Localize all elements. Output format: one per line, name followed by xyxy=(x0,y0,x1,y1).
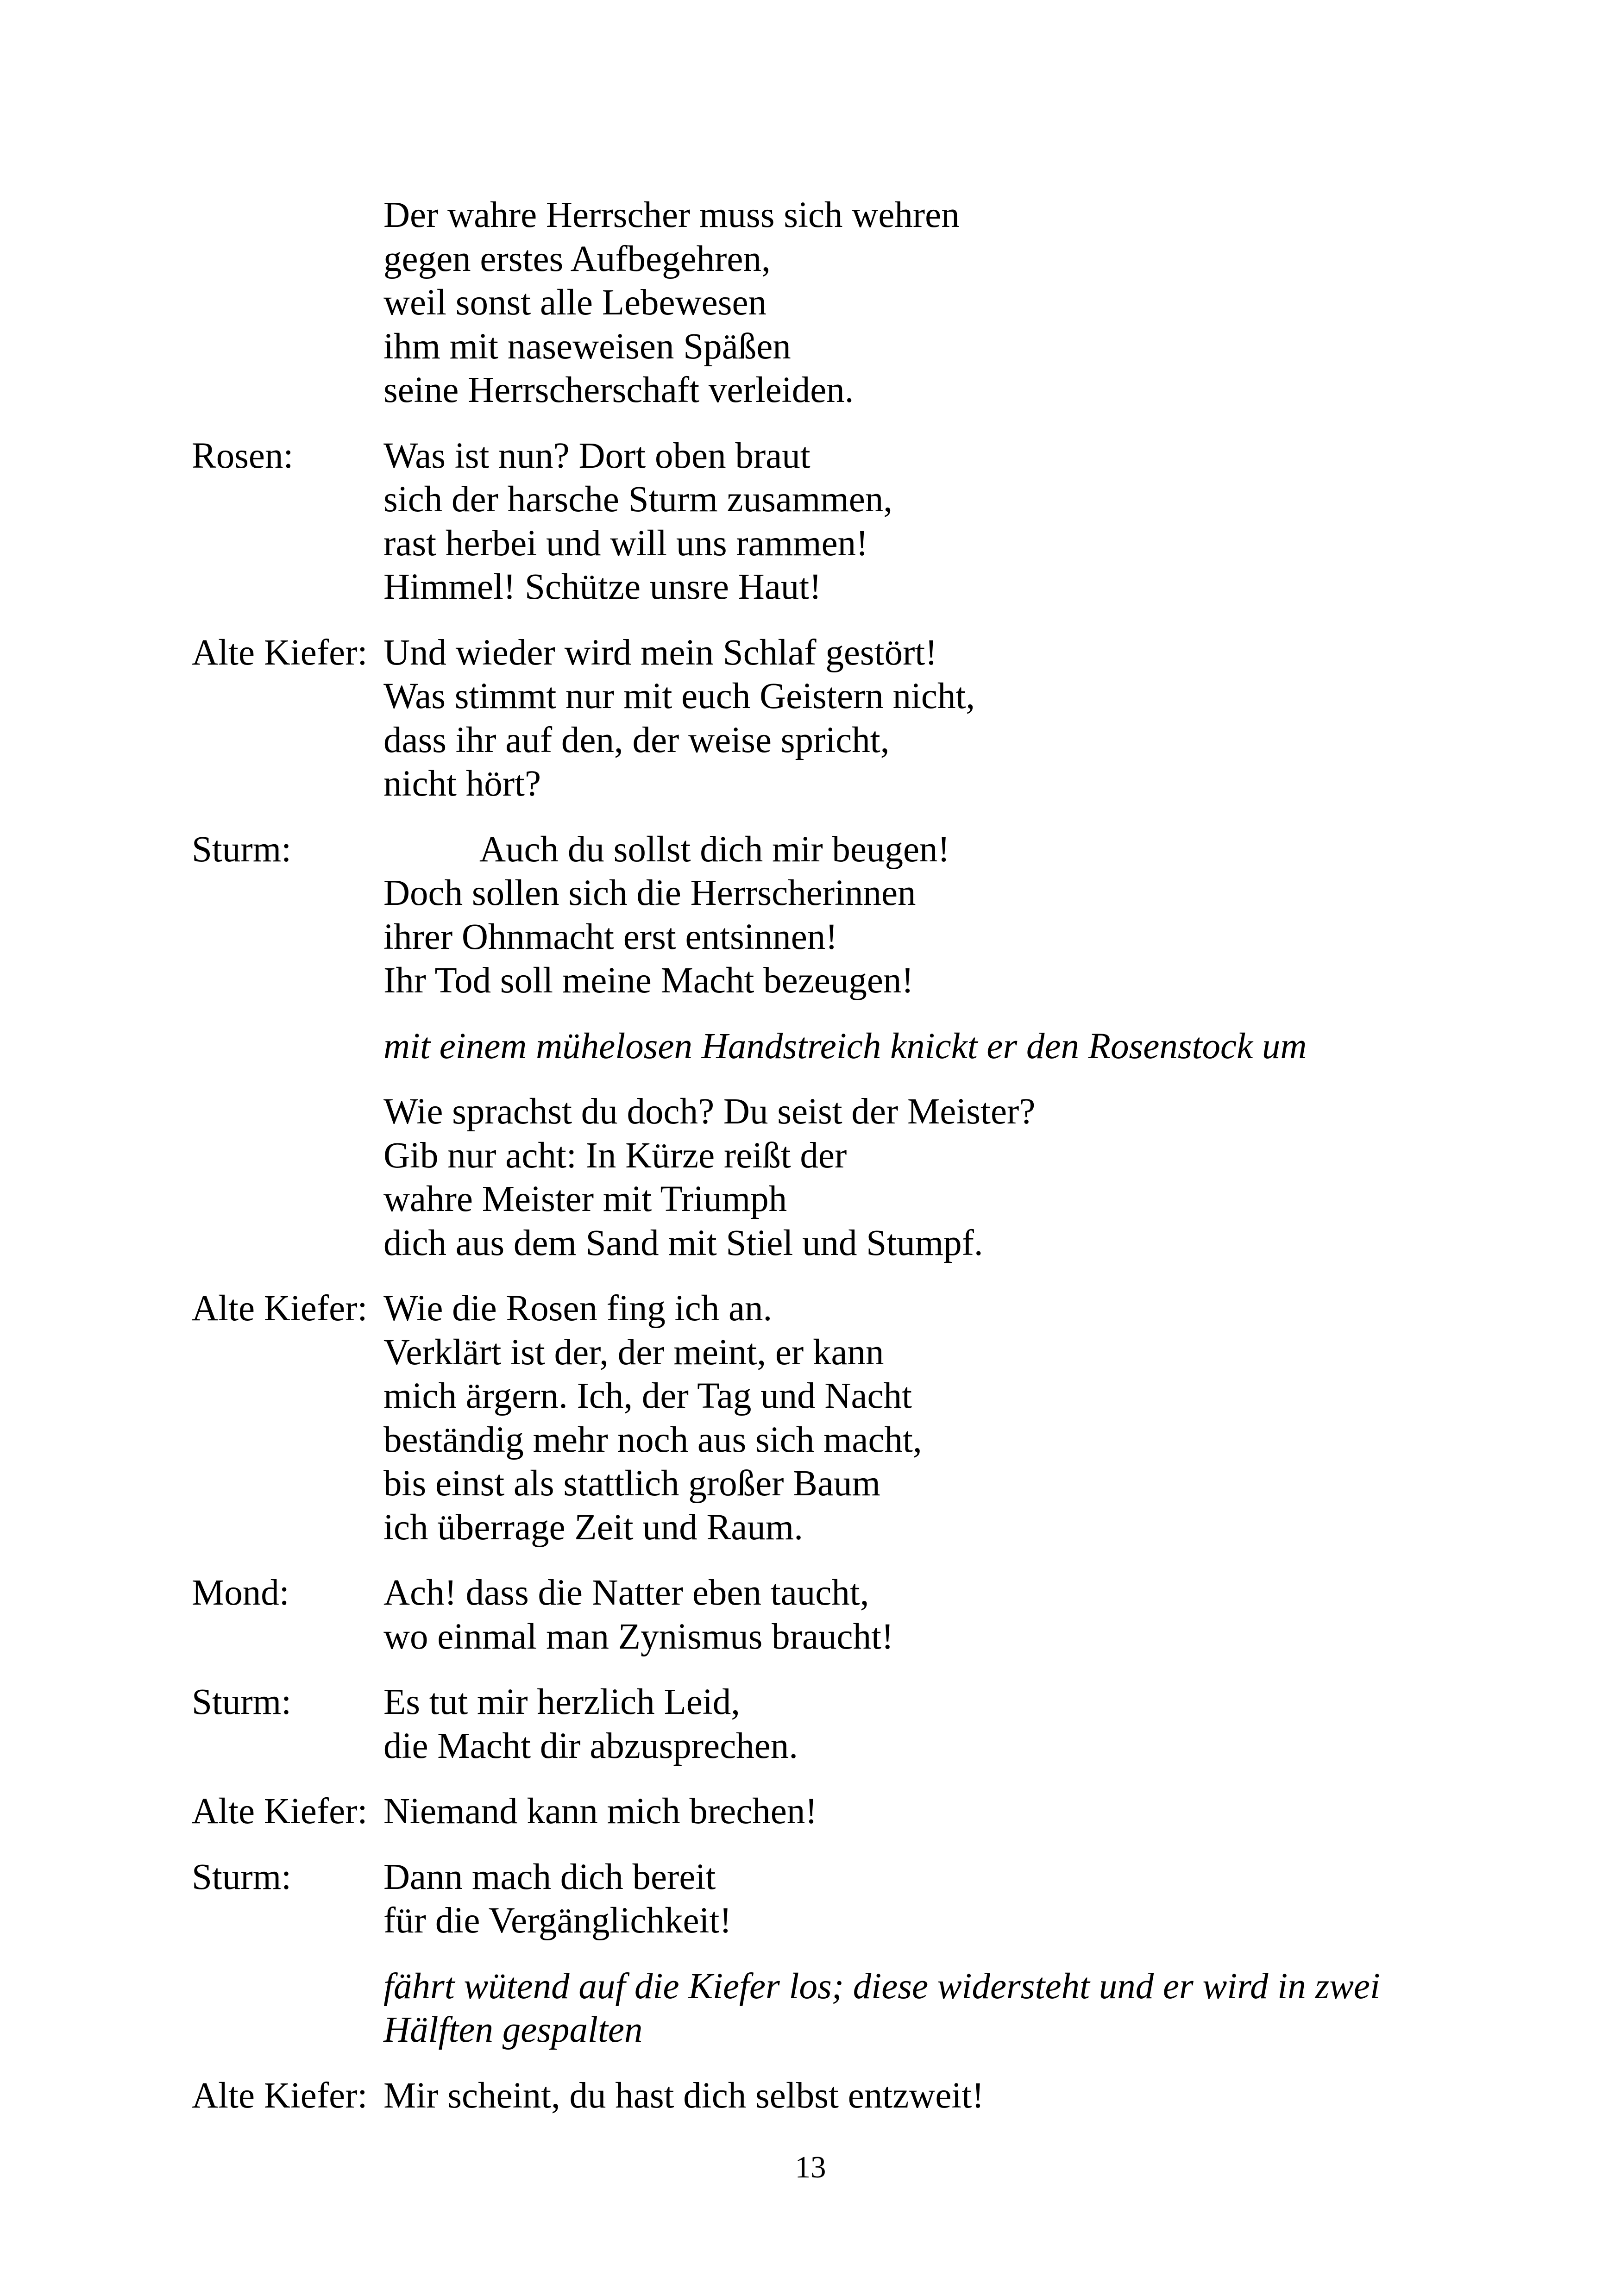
script-body xyxy=(192,194,1442,2139)
verse-line: dass ihr auf den, der weise spricht, xyxy=(383,720,890,760)
verse-lines xyxy=(383,1681,1442,1768)
stage-direction-block xyxy=(192,1025,1442,1069)
verse-line: rast herbei und will uns rammen! xyxy=(383,523,868,564)
verse-line: die Macht dir abzusprechen. xyxy=(383,1725,798,1766)
verse-block xyxy=(192,194,1442,413)
verse-line: weil sonst alle Lebewesen xyxy=(383,282,767,323)
verse-block xyxy=(192,1571,1442,1659)
verse-line: Auch du sollst dich mir beugen! xyxy=(479,829,950,870)
verse-line: Ach! dass die Natter eben taucht, xyxy=(383,1573,869,1613)
verse-line: sich der harsche Sturm zusammen, xyxy=(383,479,893,520)
verse-line: Himmel! Schütze unsre Haut! xyxy=(383,567,822,607)
verse-block xyxy=(192,1790,1442,1834)
verse-line: ihrer Ohnmacht erst entsinnen! xyxy=(383,916,838,957)
verse-block xyxy=(192,1856,1442,1943)
speaker-name: Sturm: xyxy=(192,1682,292,1722)
verse-line: Es tut mir herzlich Leid, xyxy=(383,1682,741,1722)
verse-lines xyxy=(383,1025,1442,1069)
verse-lines xyxy=(383,631,1442,806)
verse-line: Ihr Tod soll meine Macht bezeugen! xyxy=(383,960,914,1001)
verse-lines xyxy=(383,2074,1442,2118)
verse-line: ich überrage Zeit und Raum. xyxy=(383,1507,803,1548)
verse-block xyxy=(192,434,1442,609)
verse-line: mich ärgern. Ich, der Tag und Nacht xyxy=(383,1376,912,1416)
verse-line: Doch sollen sich die Herrscherinnen xyxy=(383,873,916,913)
verse-lines xyxy=(383,828,1442,1003)
verse-block xyxy=(192,1681,1442,1768)
verse-line: dich aus dem Sand mit Stiel und Stumpf. xyxy=(383,1223,983,1263)
verse-line: wo einmal man Zynismus braucht! xyxy=(383,1616,894,1657)
verse-line: wahre Meister mit Triumph xyxy=(383,1179,787,1219)
verse-line: Verklärt ist der, der meint, er kann xyxy=(383,1332,884,1373)
verse-block xyxy=(192,631,1442,806)
verse-line: Mir scheint, du hast dich selbst entzweit! xyxy=(383,2075,984,2116)
verse-line: bis einst als stattlich großer Baum xyxy=(383,1463,880,1504)
verse-lines xyxy=(383,1287,1442,1549)
speaker-name: Alte Kiefer: xyxy=(192,2075,368,2116)
verse-block xyxy=(192,1287,1442,1549)
verse-block xyxy=(192,828,1442,1003)
page-number: 13 xyxy=(795,2150,826,2184)
verse-line: Wie sprachst du doch? Du seist der Meister? xyxy=(383,1092,1036,1132)
verse-line: gegen erstes Aufbegehren, xyxy=(383,238,771,279)
speaker-name: Sturm: xyxy=(192,829,292,870)
verse-line: Dann mach dich bereit xyxy=(383,1857,716,1897)
verse-line: ihm mit naseweisen Späßen xyxy=(383,326,791,367)
verse-lines xyxy=(383,194,1442,413)
verse-line: Was ist nun? Dort oben braut xyxy=(383,435,810,476)
verse-line: für die Vergänglichkeit! xyxy=(383,1901,732,1941)
verse-line: Niemand kann mich brechen! xyxy=(383,1791,817,1832)
verse-lines xyxy=(383,1571,1442,1659)
verse-lines xyxy=(383,1790,1442,1834)
verse-line: nicht hört? xyxy=(383,764,541,804)
verse-line: beständig mehr noch aus sich macht, xyxy=(383,1419,922,1460)
verse-line: Der wahre Herrscher muss sich wehren xyxy=(383,195,960,235)
verse-line: seine Herrscherschaft verleiden. xyxy=(383,370,854,410)
verse-lines xyxy=(383,434,1442,609)
speaker-name: Alte Kiefer: xyxy=(192,632,368,673)
verse-line: Was stimmt nur mit euch Geistern nicht, xyxy=(383,676,975,716)
verse-block xyxy=(192,2074,1442,2118)
verse-lines xyxy=(383,1856,1442,1943)
speaker-name: Alte Kiefer: xyxy=(192,1288,368,1329)
stage-direction: mit einem mühelosen Handstreich knickt er den Rosenstock um xyxy=(383,1026,1307,1066)
verse-block xyxy=(192,1090,1442,1265)
verse-line: Und wieder wird mein Schlaf gestört! xyxy=(383,632,937,673)
verse-lines xyxy=(383,1090,1442,1265)
stage-direction: fährt wütend auf die Kiefer los; diese widersteht und er wird in zwei Hälften gespalten xyxy=(383,1966,1380,2050)
speaker-name: Sturm: xyxy=(192,1857,292,1897)
speaker-name: Mond: xyxy=(192,1573,289,1613)
speaker-name: Alte Kiefer: xyxy=(192,1791,368,1832)
verse-line: Gib nur acht: In Kürze reißt der xyxy=(383,1135,847,1176)
stage-direction-block xyxy=(192,1965,1442,2052)
speaker-name: Rosen: xyxy=(192,435,294,476)
verse-lines xyxy=(383,1965,1442,2052)
verse-line: Wie die Rosen fing ich an. xyxy=(383,1288,773,1329)
